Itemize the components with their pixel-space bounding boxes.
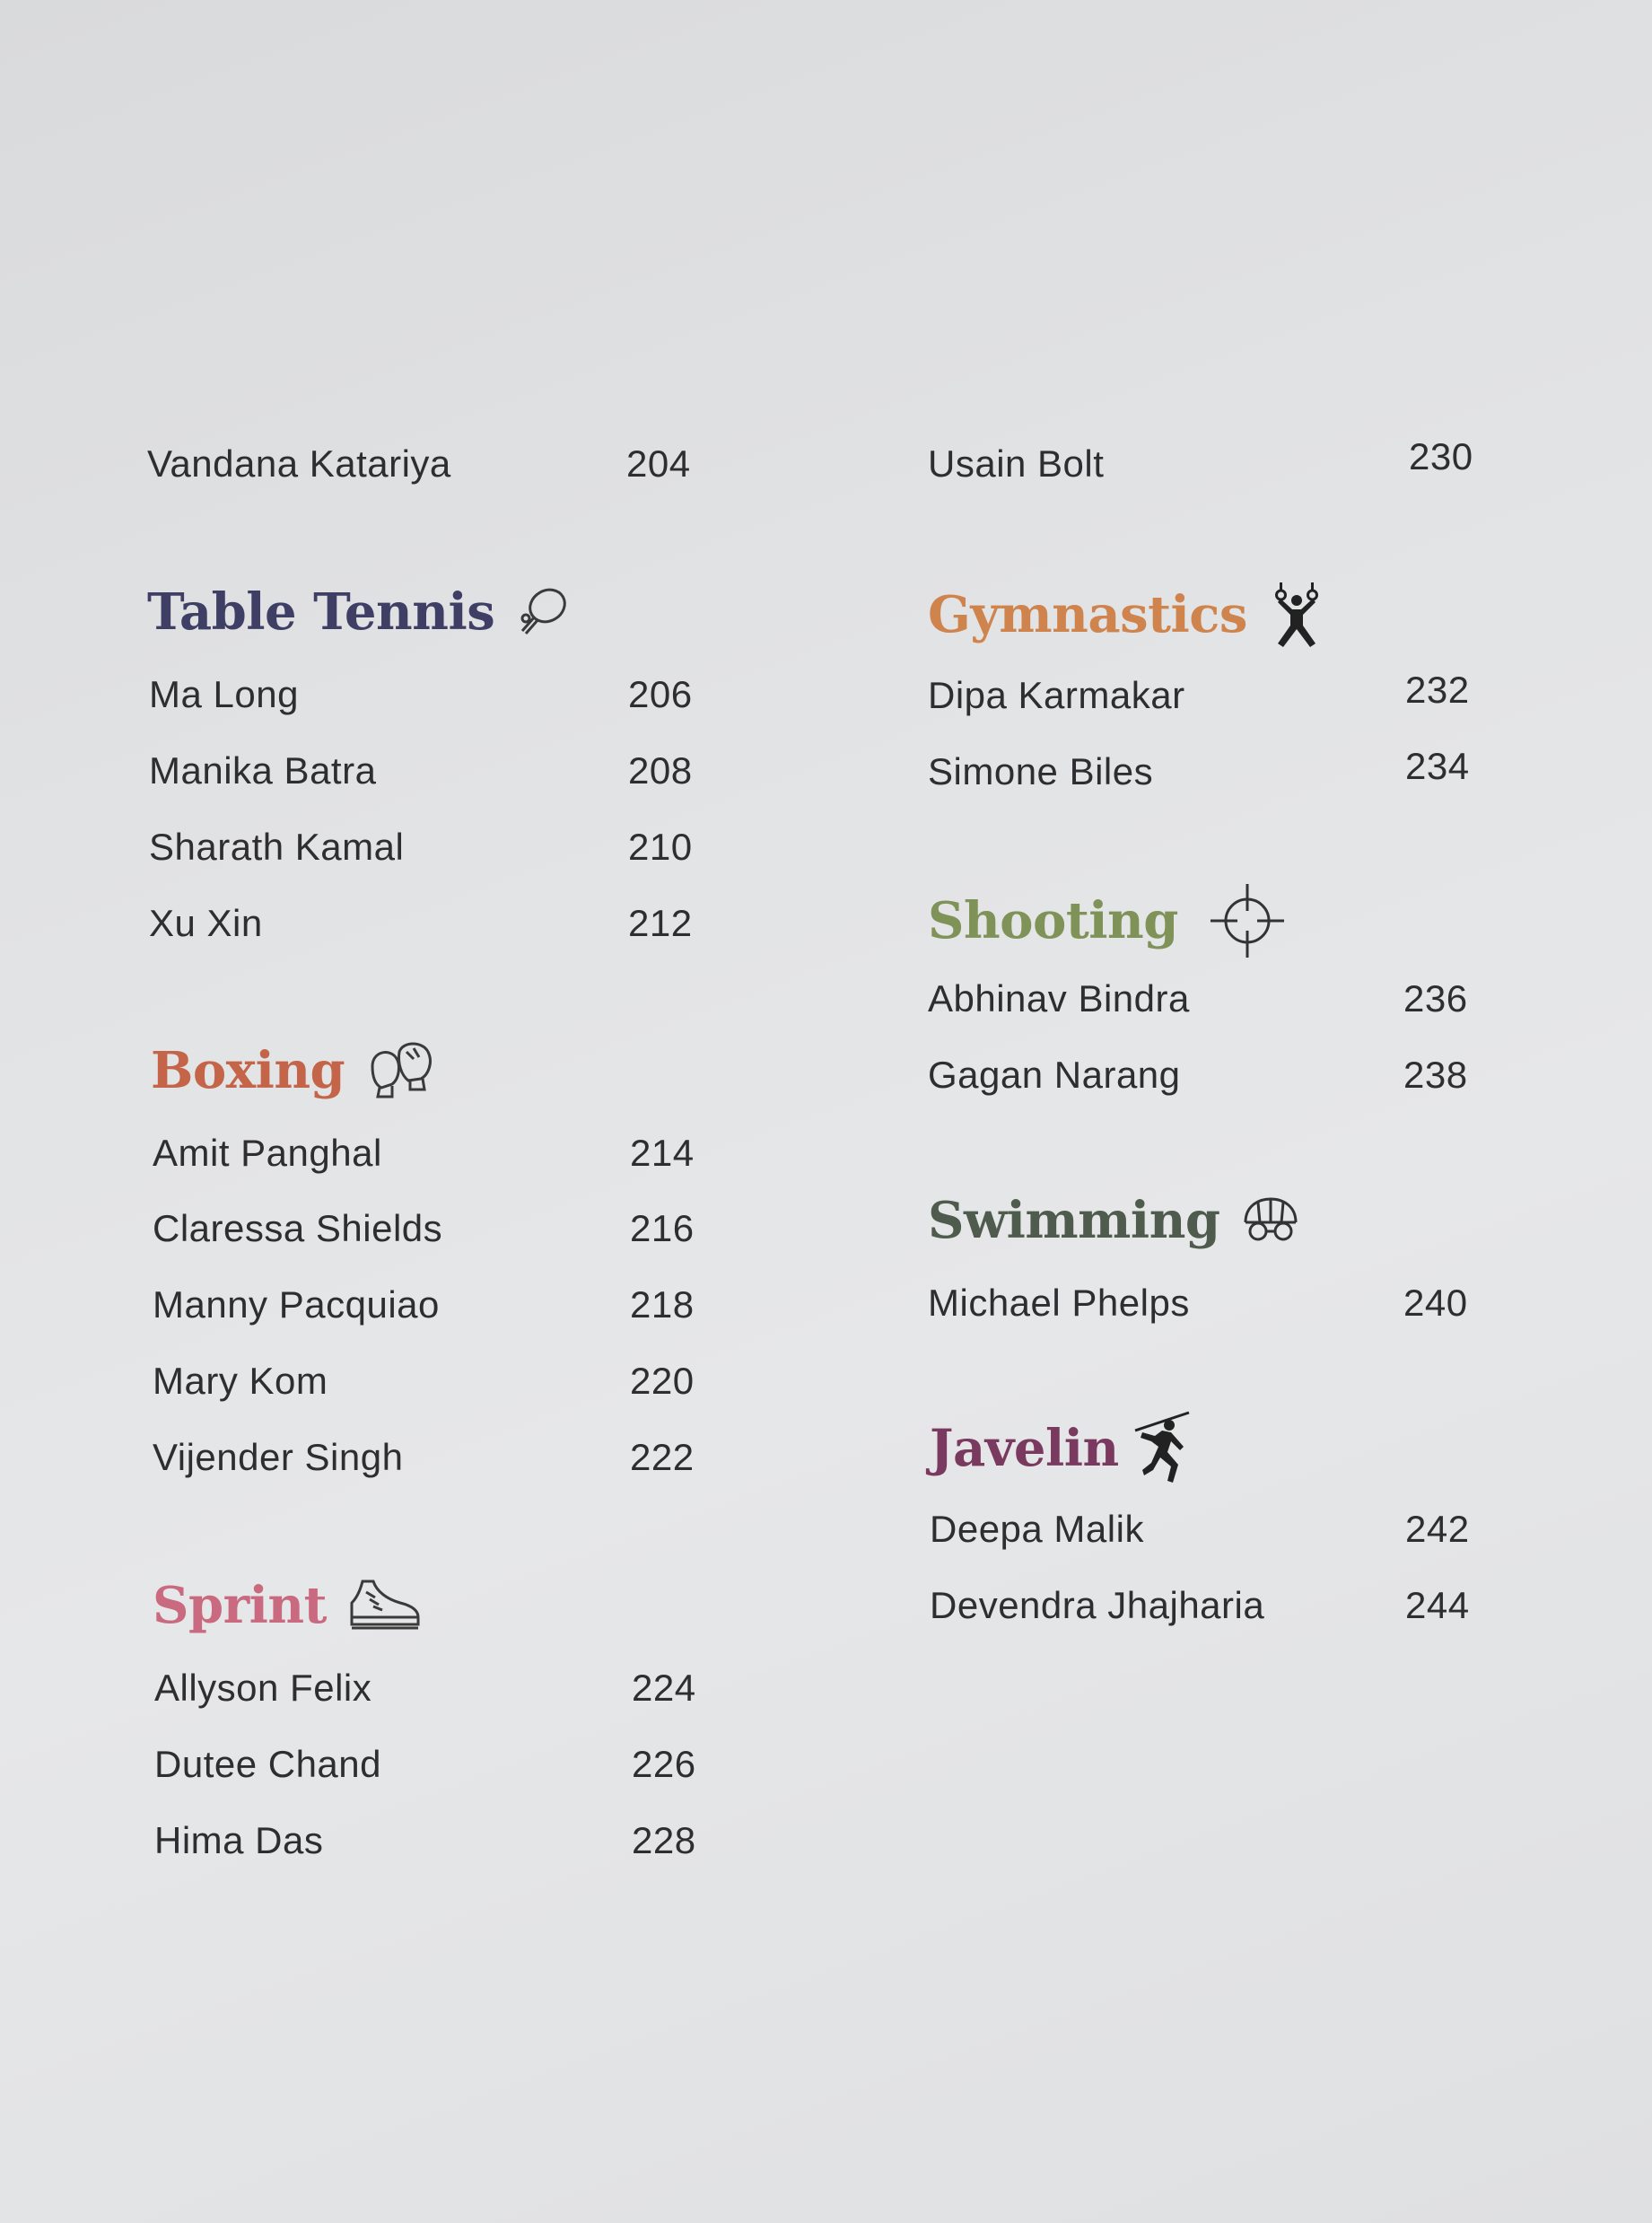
toc-entry[interactable]: [928, 669, 1511, 722]
toc-entry[interactable]: [930, 1502, 1513, 1556]
section-title: Swimming: [928, 1191, 1220, 1250]
boxing-gloves-icon: [365, 1039, 442, 1102]
entry-name: Hima Das: [154, 1819, 324, 1861]
entry-page: 222: [630, 1436, 695, 1478]
toc-entry[interactable]: [153, 1126, 709, 1180]
toc-entry[interactable]: [928, 972, 1511, 1026]
entry-name: Mary Kom: [153, 1360, 328, 1402]
toc-entry[interactable]: [928, 437, 1511, 491]
section-heading-gymnastics: [928, 579, 1326, 651]
section-title: Javelin: [930, 1419, 1119, 1478]
toc-entry[interactable]: [154, 1814, 711, 1868]
toc-entry[interactable]: [928, 1276, 1511, 1330]
entry-name: Vijender Singh: [153, 1436, 404, 1478]
entry-name: Gagan Narang: [928, 1054, 1181, 1096]
entry-page: 206: [628, 673, 693, 715]
entry-page: 230: [1409, 435, 1473, 477]
section-title: Shooting: [928, 891, 1178, 950]
toc-entry[interactable]: [149, 820, 705, 874]
entry-name: Allyson Felix: [154, 1667, 372, 1709]
section-heading-boxing: [151, 1035, 442, 1107]
toc-entry[interactable]: [147, 437, 704, 491]
toc-entry[interactable]: [153, 1202, 709, 1256]
entry-page: 232: [1405, 669, 1470, 711]
entry-page: 228: [632, 1819, 696, 1861]
entry-name: Dutee Chand: [154, 1743, 382, 1785]
javelin-thrower-icon: [1132, 1411, 1196, 1486]
entry-name: Sharath Kamal: [149, 826, 405, 868]
entry-page: 240: [1403, 1282, 1468, 1324]
toc-entry[interactable]: [149, 897, 705, 950]
section-title: Table Tennis: [147, 582, 495, 642]
entry-page: 244: [1405, 1584, 1470, 1626]
entry-name: Michael Phelps: [928, 1282, 1190, 1324]
entry-page: 220: [630, 1360, 695, 1402]
entry-name: Deepa Malik: [930, 1508, 1144, 1550]
entry-name: Simone Biles: [928, 750, 1154, 792]
toc-entry[interactable]: [153, 1431, 709, 1484]
entry-name: Devendra Jhajharia: [930, 1584, 1265, 1626]
toc-entry[interactable]: [930, 1579, 1513, 1632]
entry-name: Manny Pacquiao: [153, 1283, 440, 1326]
entry-name: Ma Long: [149, 673, 299, 715]
section-title: Boxing: [151, 1041, 345, 1100]
entry-page: 226: [632, 1743, 696, 1785]
section-heading-table-tennis: [147, 576, 571, 648]
toc-entry[interactable]: [149, 744, 705, 798]
crosshair-icon: [1209, 882, 1286, 959]
section-title: Sprint: [153, 1576, 327, 1635]
entry-name: Xu Xin: [149, 902, 263, 944]
entry-name: Dipa Karmakar: [928, 674, 1185, 716]
entry-page: 238: [1403, 1054, 1468, 1096]
section-title: Gymnastics: [928, 585, 1247, 644]
entry-name: Manika Batra: [149, 749, 377, 792]
swim-goggles-icon: [1240, 1195, 1301, 1246]
entry-name: Amit Panghal: [153, 1132, 382, 1174]
entry-page: 218: [630, 1283, 695, 1326]
toc-entry[interactable]: [153, 1354, 709, 1408]
entry-name: Usain Bolt: [928, 442, 1105, 485]
entry-page: 210: [628, 826, 693, 868]
section-heading-swimming: [928, 1185, 1301, 1256]
entry-page: 224: [632, 1667, 696, 1709]
toc-entry[interactable]: [153, 1278, 709, 1332]
section-heading-shooting: [928, 882, 1286, 954]
table-tennis-paddle-icon: [515, 584, 571, 640]
entry-page: 216: [630, 1207, 695, 1249]
entry-name: Claressa Shields: [153, 1207, 443, 1249]
toc-entry[interactable]: [149, 668, 705, 722]
entry-name: Vandana Katariya: [147, 442, 451, 485]
entry-page: 204: [626, 442, 691, 485]
toc-entry[interactable]: [928, 1048, 1511, 1102]
toc-entry[interactable]: [928, 745, 1511, 799]
sneaker-icon: [346, 1576, 422, 1635]
entry-page: 212: [628, 902, 693, 944]
entry-page: 214: [630, 1132, 695, 1174]
gymnast-rings-icon: [1267, 581, 1326, 649]
entry-page: 208: [628, 749, 693, 792]
entry-page: 242: [1405, 1508, 1470, 1550]
entry-page: 236: [1403, 977, 1468, 1020]
section-heading-javelin: [930, 1411, 1196, 1483]
toc-entry[interactable]: [154, 1661, 711, 1715]
entry-page: 234: [1405, 745, 1470, 787]
entry-name: Abhinav Bindra: [928, 977, 1190, 1020]
section-heading-sprint: [153, 1570, 422, 1641]
toc-entry[interactable]: [154, 1737, 711, 1791]
